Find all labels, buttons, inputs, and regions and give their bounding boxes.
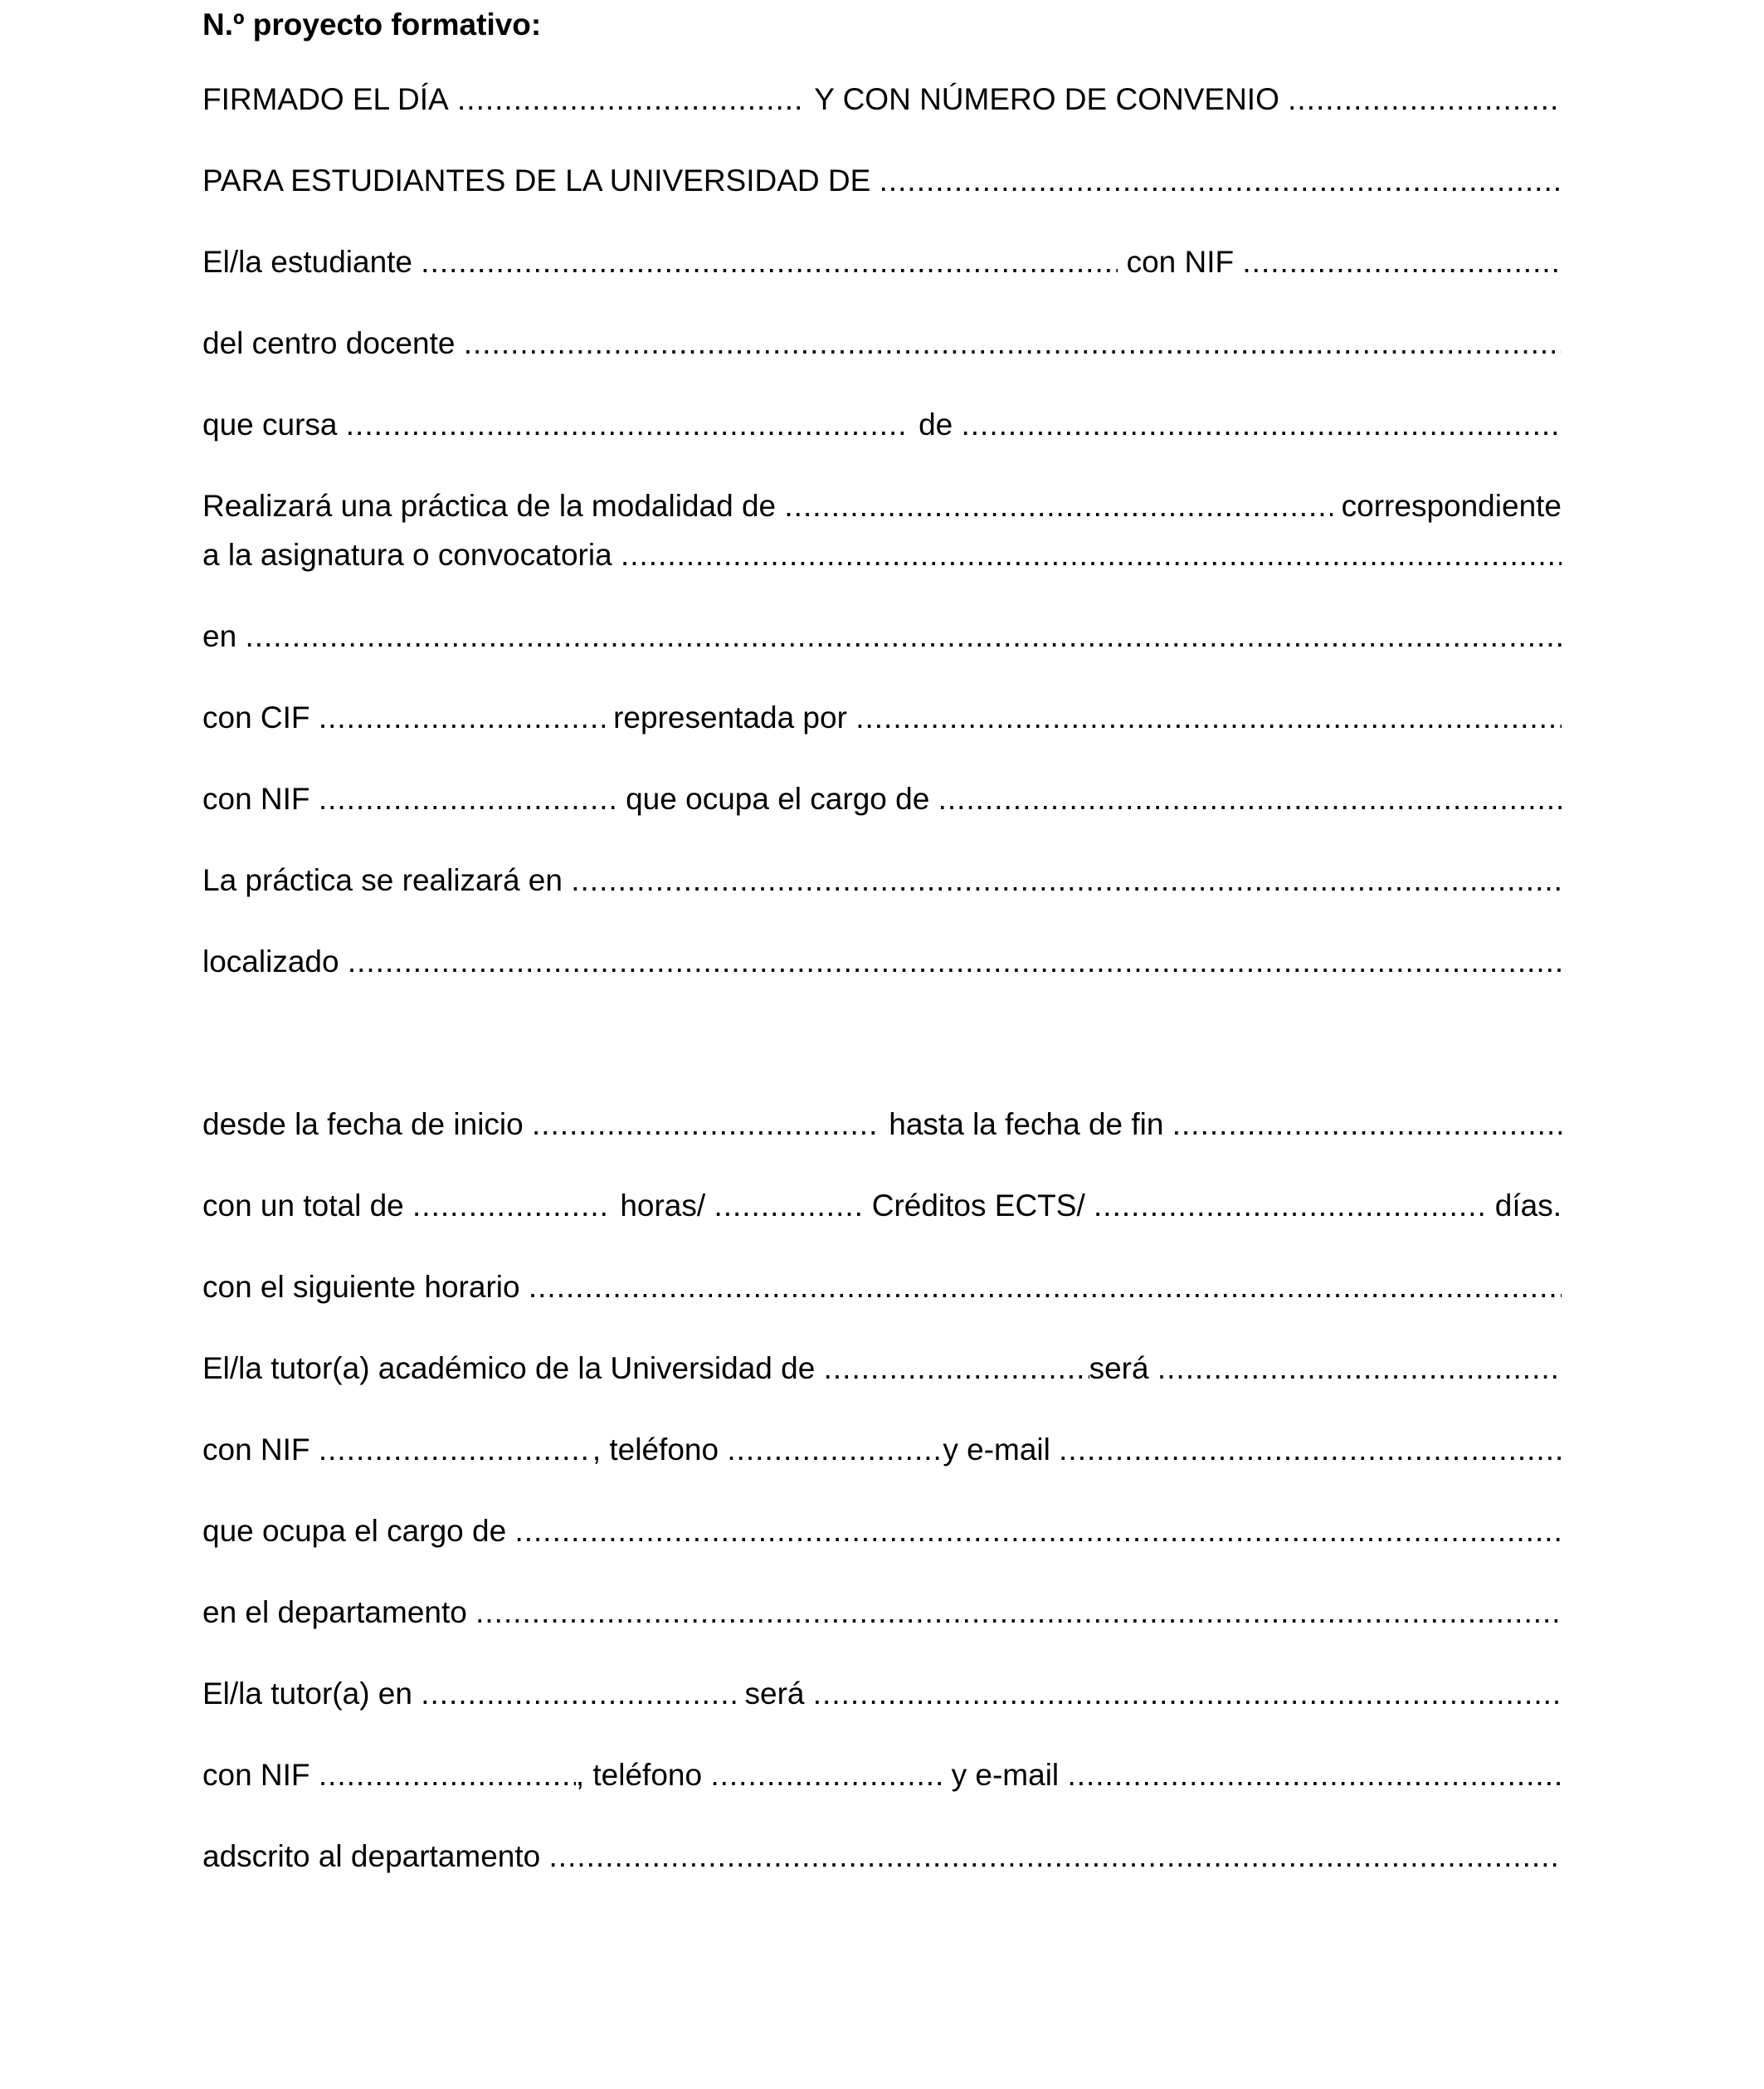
label-university: PARA ESTUDIANTES DE LA UNIVERSIDAD DE (202, 164, 871, 198)
label-start-date: desde la fecha de inicio (202, 1107, 524, 1141)
form-line-assigned-department (202, 1835, 1562, 1878)
field-signed-date[interactable] (457, 78, 806, 121)
field-academic-phone[interactable] (727, 1428, 943, 1472)
field-end-date[interactable] (1172, 1103, 1562, 1146)
form-heading: N.º proyecto formativo: (202, 7, 542, 41)
field-company-phone[interactable] (710, 1754, 943, 1797)
form-line-department (202, 1591, 1562, 1634)
label-company-email: y e-mail (951, 1758, 1060, 1792)
label-total: con un total de (202, 1188, 404, 1223)
form-line-signed-date (202, 78, 1562, 121)
field-representative[interactable] (855, 696, 1562, 739)
label-days: días. (1494, 1188, 1562, 1223)
form-line-company-contact (202, 1754, 1562, 1797)
form-line-course (202, 403, 1562, 447)
label-course-of: de (919, 408, 953, 442)
form-line-schedule (202, 1266, 1562, 1309)
form-line-university (202, 159, 1562, 203)
form-line-school (202, 322, 1562, 365)
label-company-tutor: El/la tutor(a) en (202, 1677, 412, 1711)
form-line-subject (202, 534, 1562, 577)
label-credits: Créditos ECTS/ (871, 1188, 1085, 1223)
field-modality[interactable] (784, 485, 1333, 528)
label-department: en el departamento (202, 1595, 467, 1629)
field-company-nif[interactable] (319, 1754, 576, 1797)
form-line-academic-contact (202, 1428, 1562, 1472)
field-student-name[interactable] (421, 241, 1118, 284)
field-academic-university[interactable] (824, 1347, 1089, 1390)
label-company-will-be: será (744, 1677, 805, 1711)
field-university[interactable] (880, 159, 1562, 203)
form-line-academic-tutor (202, 1347, 1562, 1390)
label-student-nif: con NIF (1126, 245, 1235, 279)
field-company-tutor-entity[interactable] (421, 1672, 736, 1716)
label-rep-nif: con NIF (202, 782, 310, 816)
label-modality: Realizará una práctica de la modalidad de (202, 489, 777, 523)
form-line-representative-nif (202, 778, 1562, 821)
label-company-nif: con NIF (202, 1758, 310, 1792)
field-course[interactable] (346, 403, 910, 447)
label-school: del centro docente (202, 326, 456, 360)
label-course: que cursa (202, 408, 338, 442)
field-academic-nif[interactable] (319, 1428, 592, 1472)
label-rep-position: que ocupa el cargo de (626, 782, 930, 816)
field-department[interactable] (475, 1591, 1562, 1634)
label-academic-position: que ocupa el cargo de (202, 1514, 507, 1548)
field-rep-position[interactable] (938, 778, 1562, 821)
label-hours: horas/ (620, 1188, 706, 1223)
label-academic-nif: con NIF (202, 1433, 310, 1467)
field-start-date[interactable] (532, 1103, 880, 1146)
form-line-located (202, 940, 1562, 983)
label-subject: a la asignatura o convocatoria (202, 538, 612, 572)
label-in: en (202, 619, 237, 653)
field-academic-tutor-name[interactable] (1157, 1347, 1562, 1390)
label-agreement-number: Y CON NÚMERO DE CONVENIO (814, 82, 1279, 116)
field-credits[interactable] (714, 1184, 863, 1228)
label-student: El/la estudiante (202, 245, 413, 279)
field-days[interactable] (1094, 1184, 1486, 1228)
field-company-tutor-name[interactable] (813, 1672, 1562, 1716)
field-company[interactable] (245, 615, 1562, 658)
form-line-company (202, 615, 1562, 658)
label-academic-tutor: El/la tutor(a) académico de la Universidad de (202, 1351, 816, 1385)
form-line-academic-position (202, 1510, 1562, 1553)
field-hours[interactable] (412, 1184, 612, 1228)
field-rep-nif[interactable] (319, 778, 617, 821)
label-academic-phone: , teléfono (592, 1433, 719, 1467)
label-academic-email: y e-mail (943, 1433, 1050, 1467)
field-agreement-number[interactable] (1288, 78, 1562, 121)
field-subject[interactable] (621, 534, 1562, 577)
field-assigned-department[interactable] (549, 1835, 1562, 1878)
label-assigned-department: adscrito al departamento (202, 1839, 541, 1873)
label-signed-date: FIRMADO EL DÍA (202, 82, 449, 116)
field-school[interactable] (464, 322, 1562, 365)
label-represented-by: representada por (613, 700, 847, 735)
field-located[interactable] (348, 940, 1562, 983)
field-company-email[interactable] (1067, 1754, 1562, 1797)
field-practice-location[interactable] (571, 859, 1562, 902)
label-schedule: con el siguiente horario (202, 1270, 520, 1304)
field-course-degree[interactable] (962, 403, 1562, 447)
field-student-nif[interactable] (1242, 241, 1562, 284)
label-end-date: hasta la fecha de fin (889, 1107, 1164, 1141)
field-cif[interactable] (319, 696, 605, 739)
form-line-student (202, 241, 1562, 284)
field-academic-email[interactable] (1059, 1428, 1562, 1472)
label-academic-will-be: será (1089, 1351, 1149, 1385)
label-cif: con CIF (202, 700, 310, 735)
label-practice-location: La práctica se realizará en (202, 863, 563, 897)
form-line-cif (202, 696, 1562, 739)
label-company-phone: , teléfono (575, 1758, 703, 1792)
field-schedule[interactable] (529, 1266, 1562, 1309)
label-located: localizado (202, 944, 339, 979)
field-academic-position[interactable] (514, 1510, 1562, 1553)
label-corresponding: correspondiente (1341, 489, 1562, 523)
form-line-dates (202, 1103, 1562, 1146)
form-line-modality (202, 485, 1562, 528)
form-line-totals (202, 1184, 1562, 1228)
form-line-company-tutor (202, 1672, 1562, 1716)
form-line-practice-location (202, 859, 1562, 902)
